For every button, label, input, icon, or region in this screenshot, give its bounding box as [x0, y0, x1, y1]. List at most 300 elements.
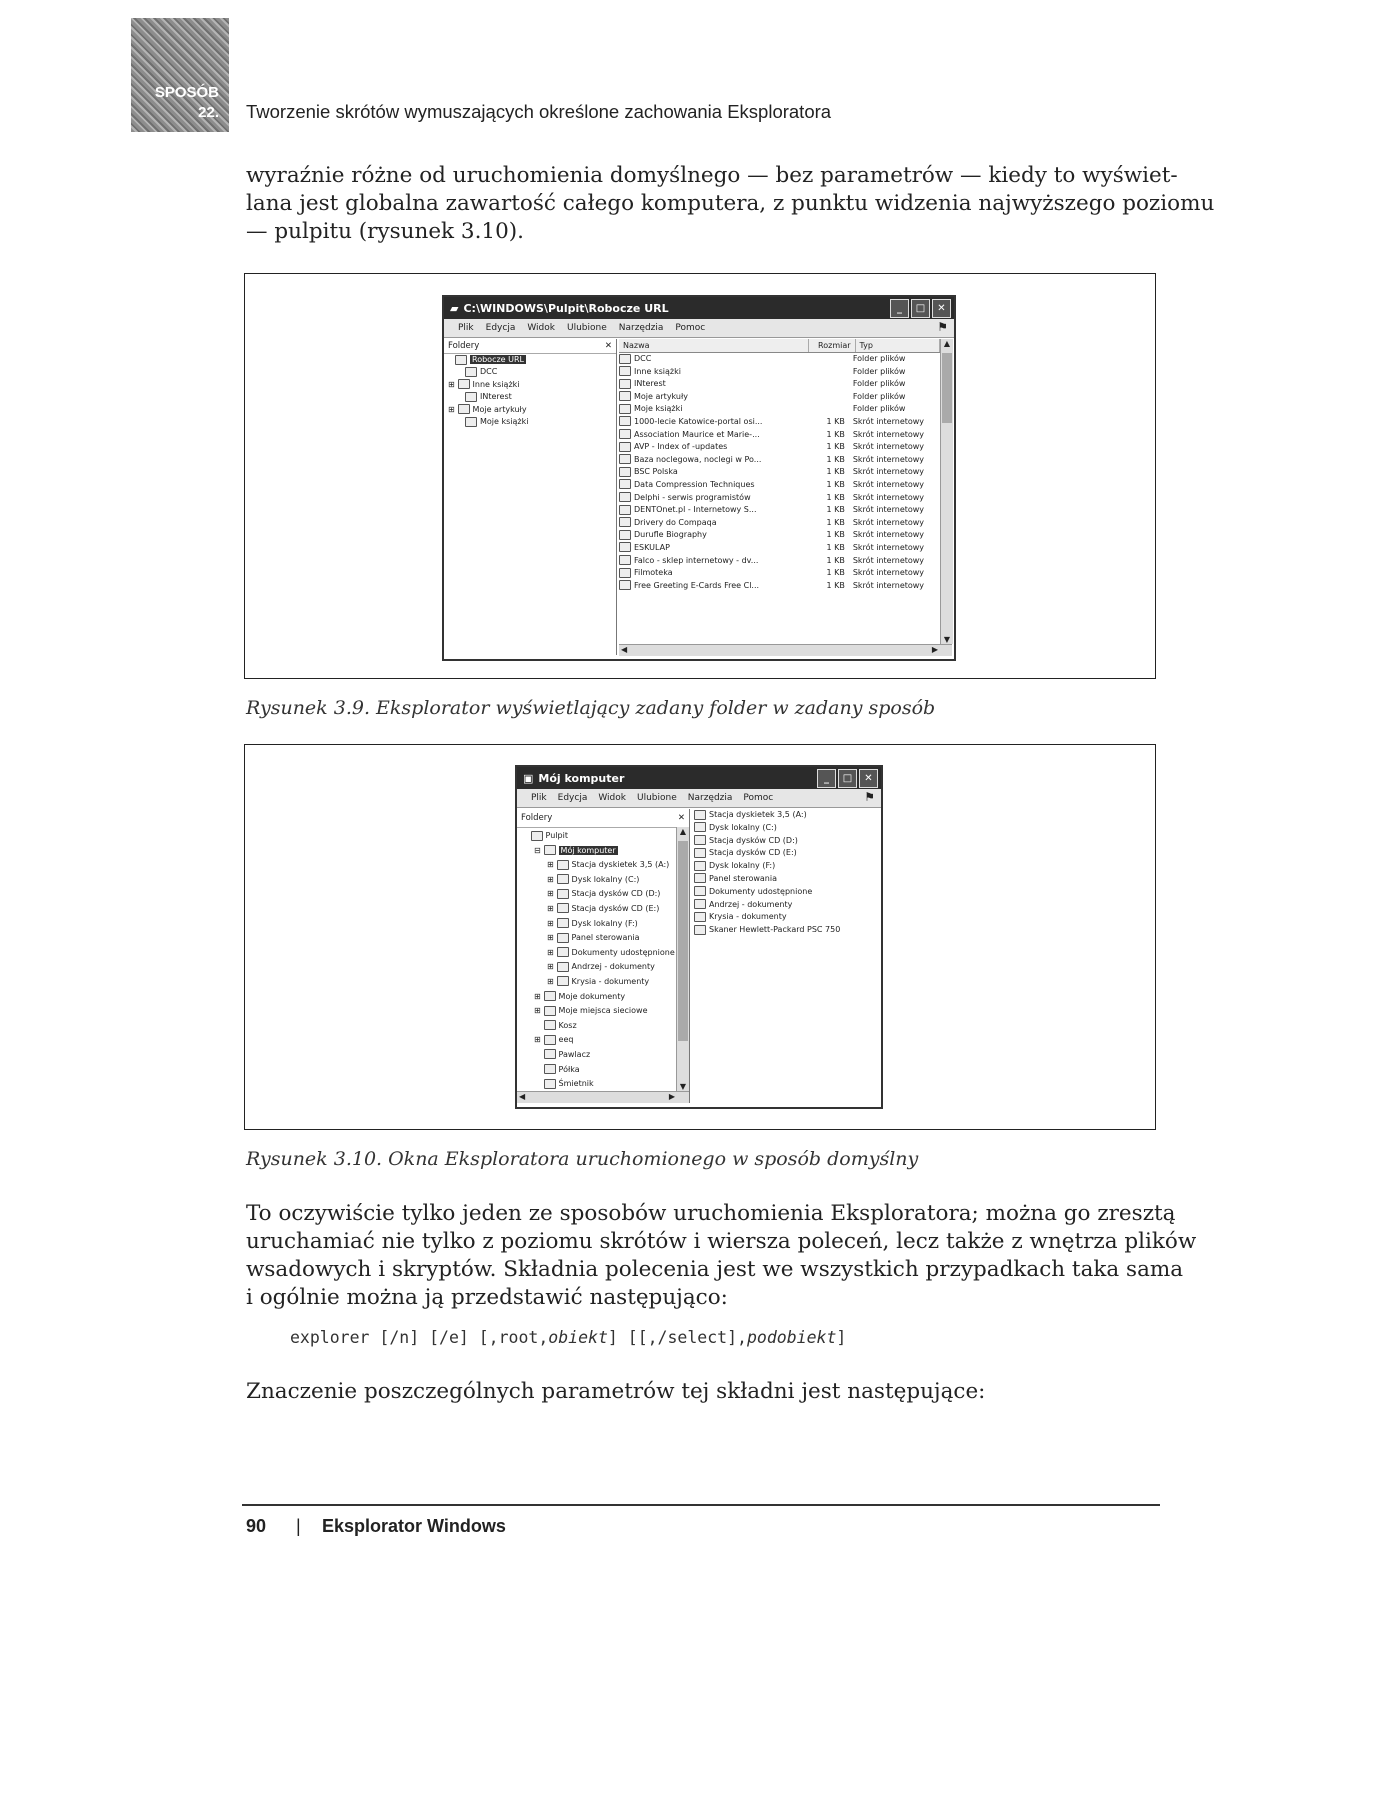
folder-icon: [557, 860, 569, 870]
list-item[interactable]: [694, 924, 878, 937]
tree-item[interactable]: [448, 404, 616, 416]
folder-icon: [455, 355, 467, 365]
menu-item-narzedzia[interactable]: Narzędzia: [618, 323, 664, 333]
tree-item[interactable]: [521, 1004, 689, 1019]
expand-icon[interactable]: ⊞: [547, 918, 554, 928]
file-name: Free Greeting E-Cards Free Cl...: [634, 580, 760, 590]
file-name: DCC: [634, 354, 652, 363]
menu-item-pomoc[interactable]: Pomoc: [675, 323, 706, 333]
scroll-up-icon[interactable]: ▲: [943, 339, 951, 348]
column-header-type[interactable]: Typ: [856, 339, 940, 352]
file-name: Baza noclegowa, noclegi w Po...: [634, 454, 762, 464]
menu-item-edycja[interactable]: Edycja: [557, 793, 588, 803]
tree-item[interactable]: [521, 1033, 689, 1048]
file-size: 1 KB: [826, 479, 845, 489]
file-size: 1 KB: [826, 492, 845, 502]
syntax-part: ] [[,/select],: [607, 1328, 747, 1347]
file-name: Data Compression Techniques: [634, 479, 755, 489]
file-size: [807, 403, 849, 416]
menu-item-ulubione[interactable]: Ulubione: [566, 323, 607, 333]
file-name: DENTOnet.pl - Internetowy S...: [634, 505, 757, 515]
menu-item-widok[interactable]: Widok: [598, 793, 626, 803]
syntax-arg-podobiekt: podobiekt: [746, 1328, 837, 1347]
title-bar: [444, 297, 954, 319]
file-name: AVP - Index of -updates: [634, 442, 728, 452]
internet-shortcut-icon: [619, 555, 631, 565]
table-row[interactable]: [619, 580, 940, 593]
tree-item[interactable]: [521, 960, 689, 975]
windows-logo-icon: ⚑: [937, 320, 948, 334]
menu-item-widok[interactable]: Widok: [527, 323, 555, 333]
section-badge: [131, 18, 229, 132]
tree-item-label: Moje książki: [480, 417, 529, 427]
folder-icon: [619, 379, 631, 389]
table-row[interactable]: [619, 492, 940, 505]
intro-paragraph: [246, 162, 1215, 246]
list-item[interactable]: [694, 847, 878, 860]
body-line: wsadowych i skryptów. Składnia polecenia jest we wszystkich przypadkach taka sama: [246, 1257, 1184, 1282]
list-item[interactable]: [694, 911, 878, 924]
tree-item-label: Moje artykuły: [472, 404, 527, 414]
tree-item[interactable]: [521, 946, 689, 961]
body-paragraph: [246, 1200, 1197, 1312]
tree-item-label: Krysia - dokumenty: [571, 976, 650, 986]
intro-line: — pulpitu (rysunek 3.10).: [246, 219, 524, 244]
tree-item[interactable]: [521, 931, 689, 946]
tree-item[interactable]: [521, 1048, 689, 1063]
syntax-part: ]: [836, 1328, 847, 1347]
list-item[interactable]: [694, 835, 878, 848]
tree-item[interactable]: [448, 379, 616, 391]
drive-icon: [694, 873, 706, 883]
figure-3-10: [244, 744, 1156, 1130]
expand-icon[interactable]: ⊞: [547, 860, 554, 870]
folder-tree: [444, 354, 616, 428]
file-name: Delphi - serwis programistów: [634, 492, 751, 502]
syntax-arg-obiekt: obiekt: [548, 1328, 608, 1347]
file-type: Folder plików: [852, 404, 906, 414]
internet-shortcut-icon: [619, 442, 631, 452]
folder-icon: ▰: [450, 301, 459, 315]
item-label: Skaner Hewlett-Packard PSC 750: [709, 925, 841, 935]
drive-icon: [694, 912, 706, 922]
list-item[interactable]: [694, 860, 878, 873]
folder-icon: [619, 404, 631, 414]
file-type: Skrót internetowy: [852, 492, 925, 502]
folder-icon: [544, 845, 556, 855]
intro-line: wyraźnie różne od uruchomienia domyślnego — bez parametrów — kiedy to wyświet-: [246, 163, 1178, 188]
table-row[interactable]: [619, 479, 940, 492]
file-type: Skrót internetowy: [852, 416, 925, 426]
expand-icon[interactable]: ⊞: [547, 962, 554, 972]
tree-item-label: DCC: [480, 367, 498, 377]
expand-icon[interactable]: ⊞: [547, 889, 554, 899]
file-type: Folder plików: [852, 379, 906, 389]
title-bar: [517, 767, 881, 789]
list-item[interactable]: [694, 899, 878, 912]
internet-shortcut-icon: [619, 580, 631, 590]
table-row[interactable]: [619, 429, 940, 442]
menu-item-pomoc[interactable]: Pomoc: [743, 793, 774, 803]
scroll-down-icon[interactable]: ▼: [679, 1082, 687, 1091]
file-size: [807, 353, 849, 366]
file-type: Folder plików: [852, 391, 906, 401]
close-pane-icon[interactable]: ✕: [677, 813, 685, 823]
menu-bar: [517, 789, 881, 808]
file-name: Drivery do Compaqa: [634, 517, 717, 527]
file-name: Moje książki: [634, 404, 683, 414]
file-size: 1 KB: [826, 416, 845, 426]
file-rows: [619, 353, 940, 592]
file-size: 1 KB: [826, 555, 845, 565]
tree-item-label: Moje dokumenty: [558, 991, 626, 1001]
table-row[interactable]: [619, 378, 940, 391]
tree-item[interactable]: [521, 990, 689, 1005]
body-line: i ogólnie można ją przedstawić następująco:: [246, 1285, 728, 1310]
close-icon[interactable]: ✕: [859, 769, 878, 788]
file-type: Skrót internetowy: [852, 530, 925, 540]
menu-item-narzedzia[interactable]: Narzędzia: [687, 793, 733, 803]
tree-item-label: Stacja dysków CD (E:): [571, 903, 660, 913]
table-row[interactable]: [619, 391, 940, 404]
folder-icon: [557, 918, 569, 928]
folder-icon: [458, 404, 470, 414]
tree-item-label: Śmietnik: [558, 1079, 594, 1089]
file-type: Skrót internetowy: [852, 505, 925, 515]
maximize-icon[interactable]: □: [838, 769, 857, 788]
vertical-scrollbar[interactable]: [940, 339, 953, 644]
column-header-size[interactable]: Rozmiar: [809, 339, 856, 352]
tree-item-label: Kosz: [558, 1020, 577, 1030]
table-row[interactable]: [619, 416, 940, 429]
expand-icon[interactable]: ⊞: [448, 379, 455, 389]
expand-icon[interactable]: ⊞: [547, 947, 554, 957]
internet-shortcut-icon: [619, 517, 631, 527]
footer-rule: [242, 1504, 1160, 1506]
expand-icon[interactable]: ⊞: [547, 874, 554, 884]
file-name: ESKULAP: [634, 542, 670, 552]
table-row[interactable]: [619, 454, 940, 467]
tree-item-label: Inne książki: [472, 379, 520, 389]
table-row[interactable]: [619, 567, 940, 580]
tree-item-label: Dysk lokalny (C:): [571, 874, 640, 884]
folder-icon: [619, 391, 631, 401]
running-header: Tworzenie skrótów wymuszających określone zachowania Eksploratora: [246, 101, 832, 122]
file-type: Skrót internetowy: [852, 555, 925, 565]
expand-icon[interactable]: ⊞: [534, 991, 541, 1001]
tree-item-label: Półka: [558, 1064, 580, 1074]
scroll-left-icon[interactable]: ◀: [621, 645, 628, 654]
list-item[interactable]: [694, 886, 878, 899]
expand-icon[interactable]: ⊞: [534, 1006, 541, 1016]
folders-pane: [517, 809, 690, 1103]
file-size: 1 KB: [826, 505, 845, 515]
folder-icon: [619, 366, 631, 376]
file-size: [807, 391, 849, 404]
tree-item[interactable]: [521, 887, 689, 902]
file-name: Inne książki: [634, 366, 681, 376]
tree-item-label: Moje miejsca sieciowe: [558, 1006, 648, 1016]
internet-shortcut-icon: [619, 479, 631, 489]
internet-shortcut-icon: [619, 467, 631, 477]
file-size: [807, 366, 849, 379]
expand-icon[interactable]: ⊞: [547, 903, 554, 913]
tree-item[interactable]: [448, 354, 616, 366]
file-size: [807, 378, 849, 391]
folders-pane-header: [517, 809, 689, 828]
folder-icon: [557, 933, 569, 943]
expand-icon[interactable]: ⊟: [534, 845, 541, 855]
window-title: C:\WINDOWS\Pulpit\Robocze URL: [463, 301, 669, 315]
figure-caption-3-9: Rysunek 3.9. Eksplorator wyświetlający zadany folder w zadany sposób: [246, 697, 936, 719]
file-size: 1 KB: [826, 467, 845, 477]
tree-item-label: Pawlacz: [558, 1049, 591, 1059]
syntax-part: explorer [/n] [/e] [,root,: [290, 1328, 549, 1347]
scroll-right-icon[interactable]: ▶: [931, 645, 938, 654]
maximize-icon[interactable]: □: [911, 299, 930, 318]
page-number: 90: [246, 1516, 267, 1536]
scroll-right-icon[interactable]: ▶: [668, 1092, 675, 1101]
tree-item-label: Dokumenty udostępnione: [571, 947, 675, 957]
folder-icon: [544, 1079, 556, 1089]
tree-item[interactable]: [521, 829, 689, 844]
file-type: Skrót internetowy: [852, 542, 925, 552]
table-row[interactable]: [619, 366, 940, 379]
list-item[interactable]: [694, 822, 878, 835]
item-label: Krysia - dokumenty: [709, 912, 787, 922]
folder-icon: [557, 962, 569, 972]
table-row[interactable]: [619, 403, 940, 416]
expand-icon[interactable]: ⊞: [534, 1035, 541, 1045]
item-label: Dysk lokalny (F:): [709, 861, 776, 871]
windows-logo-icon: ⚑: [864, 790, 875, 804]
table-row[interactable]: [619, 529, 940, 542]
folders-pane: [444, 339, 617, 655]
footer-separator: |: [296, 1516, 301, 1536]
folder-icon: [458, 379, 470, 389]
drive-icon: [694, 861, 706, 871]
folder-icon: [544, 1035, 556, 1045]
tree-item[interactable]: [521, 858, 689, 873]
list-item[interactable]: [694, 809, 878, 822]
table-row[interactable]: [619, 517, 940, 530]
vertical-scrollbar[interactable]: [676, 827, 689, 1091]
file-name: Falco - sklep internetowy - dv...: [634, 555, 759, 565]
body-line: uruchamiać nie tylko z poziomu skrótów i wiersza poleceń, lecz także z wnętrza plików: [246, 1229, 1197, 1254]
command-syntax: [290, 1328, 846, 1347]
file-name: Filmoteka: [634, 568, 673, 578]
folder-tree: [517, 828, 689, 1092]
folder-icon: [557, 903, 569, 913]
folders-pane-header: [444, 339, 616, 354]
file-type: Skrót internetowy: [852, 429, 925, 439]
tree-item-label: Robocze URL: [472, 355, 524, 364]
column-header-name[interactable]: Nazwa: [619, 339, 809, 352]
internet-shortcut-icon: [619, 530, 631, 540]
folder-icon: [465, 367, 477, 377]
tree-item-label: Mój komputer: [560, 845, 616, 855]
menu-item-edycja[interactable]: Edycja: [485, 323, 516, 333]
file-size: 1 KB: [826, 568, 845, 578]
tree-item-label: Stacja dyskietek 3,5 (A:): [571, 860, 670, 870]
column-headers: [619, 339, 940, 353]
table-row[interactable]: [619, 555, 940, 568]
tree-item-label: Pulpit: [545, 831, 568, 840]
scroll-down-icon[interactable]: ▼: [943, 635, 951, 644]
item-label: Stacja dysków CD (D:): [709, 835, 798, 845]
expand-icon[interactable]: ⊞: [547, 933, 554, 943]
tree-item[interactable]: [521, 975, 689, 990]
internet-shortcut-icon: [619, 454, 631, 464]
tree-item[interactable]: [448, 391, 616, 403]
folder-icon: [619, 354, 631, 364]
expand-icon[interactable]: ⊞: [547, 976, 554, 986]
scroll-up-icon[interactable]: ▲: [679, 827, 687, 836]
badge-label: SPOSÓB: [154, 84, 219, 101]
folder-icon: [544, 1020, 556, 1030]
table-row[interactable]: [619, 504, 940, 517]
scroll-thumb[interactable]: [942, 353, 952, 423]
menu-item-ulubione[interactable]: Ulubione: [636, 793, 677, 803]
drive-icon: [694, 899, 706, 909]
folders-label: Foldery: [521, 813, 553, 823]
tree-item[interactable]: [521, 844, 689, 859]
folder-icon: [544, 1064, 556, 1074]
file-type: Skrót internetowy: [852, 517, 925, 527]
tree-item-label: eeq: [558, 1035, 574, 1045]
tree-item-label: Panel sterowania: [571, 933, 640, 943]
tree-item-label: Dysk lokalny (F:): [571, 918, 638, 928]
internet-shortcut-icon: [619, 505, 631, 515]
file-type: Folder plików: [852, 354, 906, 363]
tree-item[interactable]: [448, 366, 616, 378]
file-name: BSC Polska: [634, 467, 678, 477]
folders-label: Foldery: [448, 341, 480, 351]
tree-item-label: INterest: [480, 392, 512, 402]
file-name: Association Maurice et Marie-...: [634, 429, 760, 439]
folder-icon: [557, 889, 569, 899]
item-label: Stacja dysków CD (E:): [709, 848, 797, 858]
computer-icon: ▣: [523, 771, 534, 785]
tree-item[interactable]: [521, 1077, 689, 1092]
file-size: 1 KB: [826, 542, 845, 552]
folder-icon: [544, 991, 556, 1001]
closing-line: Znaczenie poszczególnych parametrów tej składni jest następujące:: [246, 1379, 986, 1404]
folder-icon: [557, 976, 569, 986]
folder-icon: [557, 947, 569, 957]
drive-icon: [694, 835, 706, 845]
explorer-window-moj-komputer: [515, 765, 883, 1109]
minimize-icon[interactable]: _: [817, 769, 836, 788]
file-list: [619, 339, 940, 644]
file-name: INterest: [634, 379, 666, 389]
tree-item[interactable]: [448, 416, 616, 428]
file-name: Moje artykuły: [634, 391, 689, 401]
internet-shortcut-icon: [619, 492, 631, 502]
closing-paragraph: [246, 1378, 1156, 1406]
figure-3-9: [244, 273, 1156, 679]
file-name: 1000-lecie Katowice-portal osi...: [634, 416, 763, 426]
internet-shortcut-icon: [619, 568, 631, 578]
folder-icon: [557, 874, 569, 884]
folder-icon: [465, 392, 477, 402]
folder-icon: [465, 417, 477, 427]
file-type: Skrót internetowy: [852, 454, 925, 464]
menu-bar: [444, 319, 954, 338]
tree-item-label: Stacja dysków CD (D:): [571, 889, 661, 899]
tree-item[interactable]: [521, 873, 689, 888]
file-size: 1 KB: [826, 580, 845, 590]
explorer-window-robocze: [442, 295, 956, 661]
tree-item[interactable]: [521, 917, 689, 932]
menu-item-plik[interactable]: Plik: [531, 793, 547, 803]
drive-icon: [694, 925, 706, 935]
file-type: Skrót internetowy: [852, 568, 925, 578]
file-size: 1 KB: [826, 530, 845, 540]
body-line: To oczywiście tylko jeden ze sposobów uruchomienia Eksploratora; można go zresztą: [246, 1201, 1176, 1226]
internet-shortcut-icon: [619, 416, 631, 426]
folder-icon: [544, 1006, 556, 1016]
close-icon[interactable]: ✕: [932, 299, 951, 318]
file-type: Skrót internetowy: [852, 442, 925, 452]
menu-item-plik[interactable]: Plik: [458, 323, 474, 333]
item-label: Panel sterowania: [709, 873, 777, 883]
internet-shortcut-icon: [619, 542, 631, 552]
badge-number: 22.: [198, 104, 219, 121]
tree-item[interactable]: [521, 1063, 689, 1078]
file-type: Folder plików: [852, 366, 906, 376]
computer-items: [692, 809, 878, 937]
scroll-left-icon[interactable]: ◀: [519, 1092, 526, 1101]
item-label: Andrzej - dokumenty: [709, 899, 793, 909]
file-size: 1 KB: [826, 454, 845, 464]
internet-shortcut-icon: [619, 429, 631, 439]
file-type: Skrót internetowy: [852, 467, 925, 477]
item-list: [692, 809, 878, 1103]
table-row[interactable]: [619, 441, 940, 454]
horizontal-scrollbar[interactable]: [619, 644, 952, 656]
tree-item[interactable]: [521, 902, 689, 917]
file-type: Skrót internetowy: [852, 580, 925, 590]
file-name: Durufle Biography: [634, 530, 707, 540]
drive-icon: [694, 810, 706, 820]
file-size: 1 KB: [826, 442, 845, 452]
list-item[interactable]: [694, 873, 878, 886]
folder-icon: [531, 831, 543, 841]
scroll-thumb[interactable]: [678, 841, 688, 1041]
item-label: Dysk lokalny (C:): [709, 822, 777, 832]
drive-icon: [694, 848, 706, 858]
tree-item[interactable]: [521, 1019, 689, 1034]
item-label: Stacja dyskietek 3,5 (A:): [709, 810, 807, 819]
expand-icon[interactable]: ⊞: [448, 404, 455, 414]
file-size: 1 KB: [826, 429, 845, 439]
horizontal-scrollbar[interactable]: [517, 1091, 689, 1103]
window-title: Mój komputer: [538, 771, 625, 785]
table-row[interactable]: [619, 542, 940, 555]
drive-icon: [694, 886, 706, 896]
figure-caption-3-10: Rysunek 3.10. Okna Eksploratora uruchomionego w sposób domyślny: [246, 1148, 919, 1170]
table-row[interactable]: [619, 353, 940, 366]
item-label: Dokumenty udostępnione: [709, 886, 813, 896]
file-size: 1 KB: [826, 517, 845, 527]
folder-icon: [544, 1049, 556, 1059]
table-row[interactable]: [619, 466, 940, 479]
footer-chapter: Eksplorator Windows: [322, 1516, 506, 1536]
intro-line: lana jest globalna zawartość całego komputera, z punktu widzenia najwyższego poziomu: [246, 191, 1215, 216]
close-pane-icon[interactable]: ✕: [604, 341, 612, 351]
minimize-icon[interactable]: _: [890, 299, 909, 318]
